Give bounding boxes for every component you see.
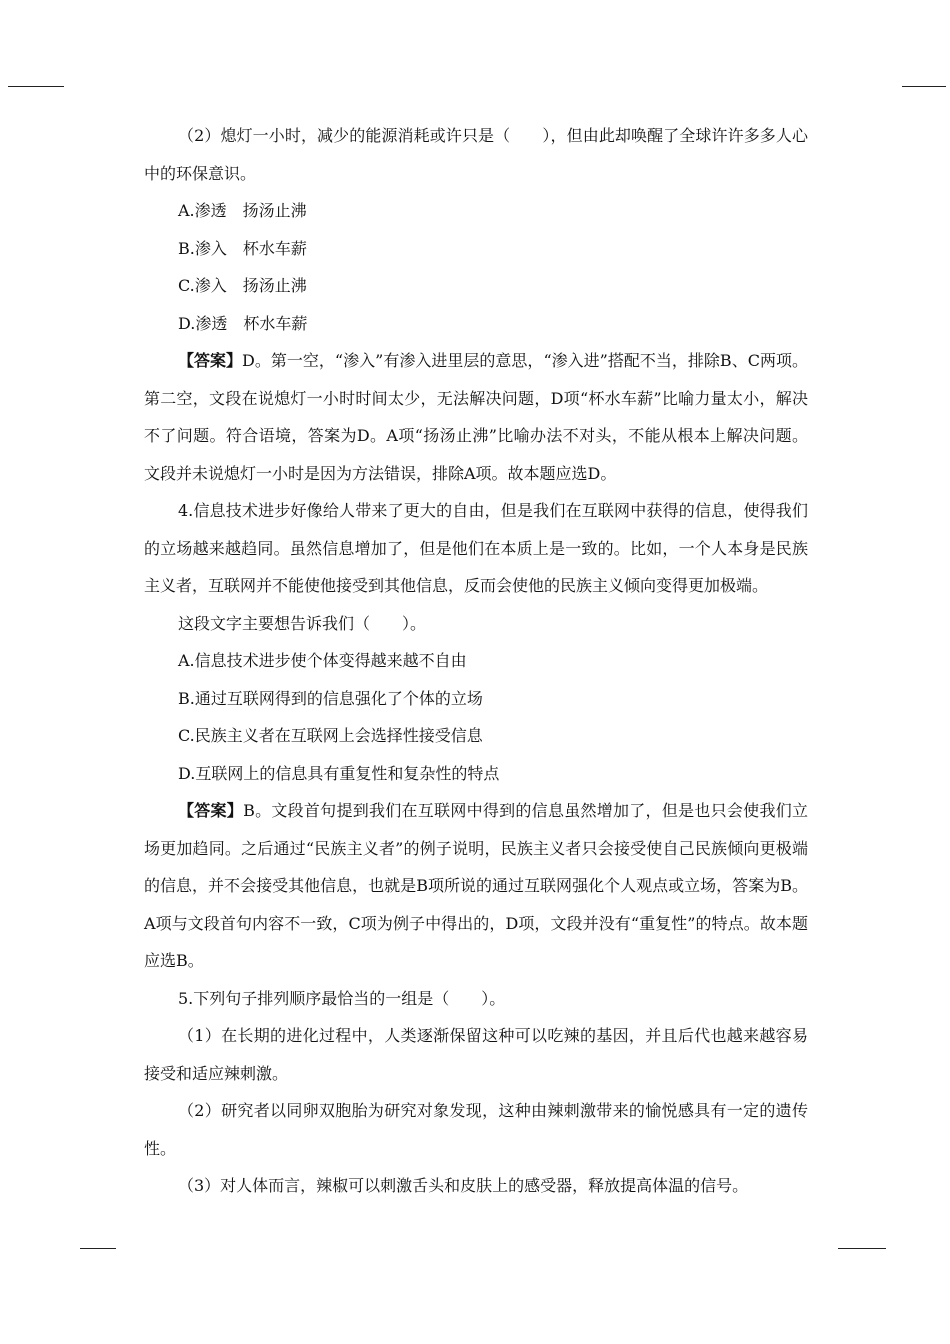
option-label: B.渗入 xyxy=(178,238,227,258)
q3-option-b xyxy=(144,230,808,268)
q3-answer xyxy=(144,342,808,492)
q4-option-c: C.民族主义者在互联网上会选择性接受信息 xyxy=(178,726,483,745)
answer-tag: 【答案】 xyxy=(178,801,244,820)
q4-option-a: A.信息技术进步使个体变得越来越不自由 xyxy=(178,651,467,670)
option-label: D.渗透 xyxy=(178,313,228,333)
option-label: C.渗入 xyxy=(178,276,227,295)
q3-option-d xyxy=(144,305,808,343)
page-content xyxy=(144,117,808,1205)
option-text: 杯水车薪 xyxy=(243,313,308,333)
q4-option-b: B.通过互联网得到的信息强化了个体的立场 xyxy=(178,688,483,708)
q4-option-d: D.互联网上的信息具有重复性和复杂性的特点 xyxy=(178,763,500,783)
q3-option-c xyxy=(144,267,808,305)
answer-tag: 【答案】 xyxy=(178,351,243,370)
option-label: A.渗透 xyxy=(178,201,227,220)
q5-sentence-3: （3）对人体而言，辣椒可以刺激舌头和皮肤上的感受器，释放提高体温的信号。 xyxy=(178,1176,749,1195)
option-text: 杯水车薪 xyxy=(242,238,307,258)
option-text: 扬汤止沸 xyxy=(242,201,307,220)
answer-text: B。文段首句提到我们在互联网中得到的信息虽然增加了，但是也只会使我们立场更加趋同。之后通过“民族主义者”的例子说明，民族主义者只会接受使自己民族倾向更极端的信息，并不会接受其他信息，也就是B项所说的通过互联网强化个人观点或立场，答案为B。A项与文段首句内容不一致，C项为例子中得出的，D项，文段并没有“重复性”的特点。故本题应选B。 xyxy=(144,801,808,970)
q5-sentence-1: （1）在长期的进化过程中，人类逐渐保留这种可以吃辣的基因，并且后代也越来越容易接受和适应辣刺激。 xyxy=(144,1026,808,1083)
q3-part2-stem: （2）熄灯一小时，减少的能源消耗或许只是（ ），但由此却唤醒了全球许许多多人心中的环保意识。 xyxy=(144,126,808,183)
q5-stem: 5.下列句子排列顺序最恰当的一组是（ ）。 xyxy=(178,988,506,1008)
q5-sentence-2: （2）研究者以同卵双胞胎为研究对象发现，这种由辣刺激带来的愉悦感具有一定的遗传性。 xyxy=(144,1101,808,1158)
crop-mark-top-left xyxy=(8,86,64,87)
crop-mark-bottom-left xyxy=(80,1248,116,1249)
q3-option-a xyxy=(144,192,808,230)
q4-stem: 4.信息技术进步好像给人带来了更大的自由，但是我们在互联网中获得的信息，使得我们的立场越来越趋同。虽然信息增加了，但是他们在本质上是一致的。比如，一个人本身是民族主义者，互联网并不能使他接受到其他信息，反而会使他的民族主义倾向变得更加极端。 xyxy=(144,501,808,595)
answer-text: D。第一空，“渗入”有渗入进里层的意思，“渗入进”搭配不当，排除B、C两项。第二空，文段在说熄灯一小时时间太少，无法解决问题，D项“杯水车薪”比喻力量太小，解决不了问题。符合语境，答案为D。A项“扬汤止沸”比喻办法不对头，不能从根本上解决问题。文段并未说熄灯一小时是因为方法错误，排除A项。故本题应选D。 xyxy=(144,351,808,483)
option-text: 扬汤止沸 xyxy=(242,276,307,295)
crop-mark-top-right xyxy=(902,86,946,87)
q4-answer xyxy=(144,792,808,980)
crop-mark-bottom-right xyxy=(838,1248,886,1249)
q4-question: 这段文字主要想告诉我们（ ）。 xyxy=(178,613,427,633)
